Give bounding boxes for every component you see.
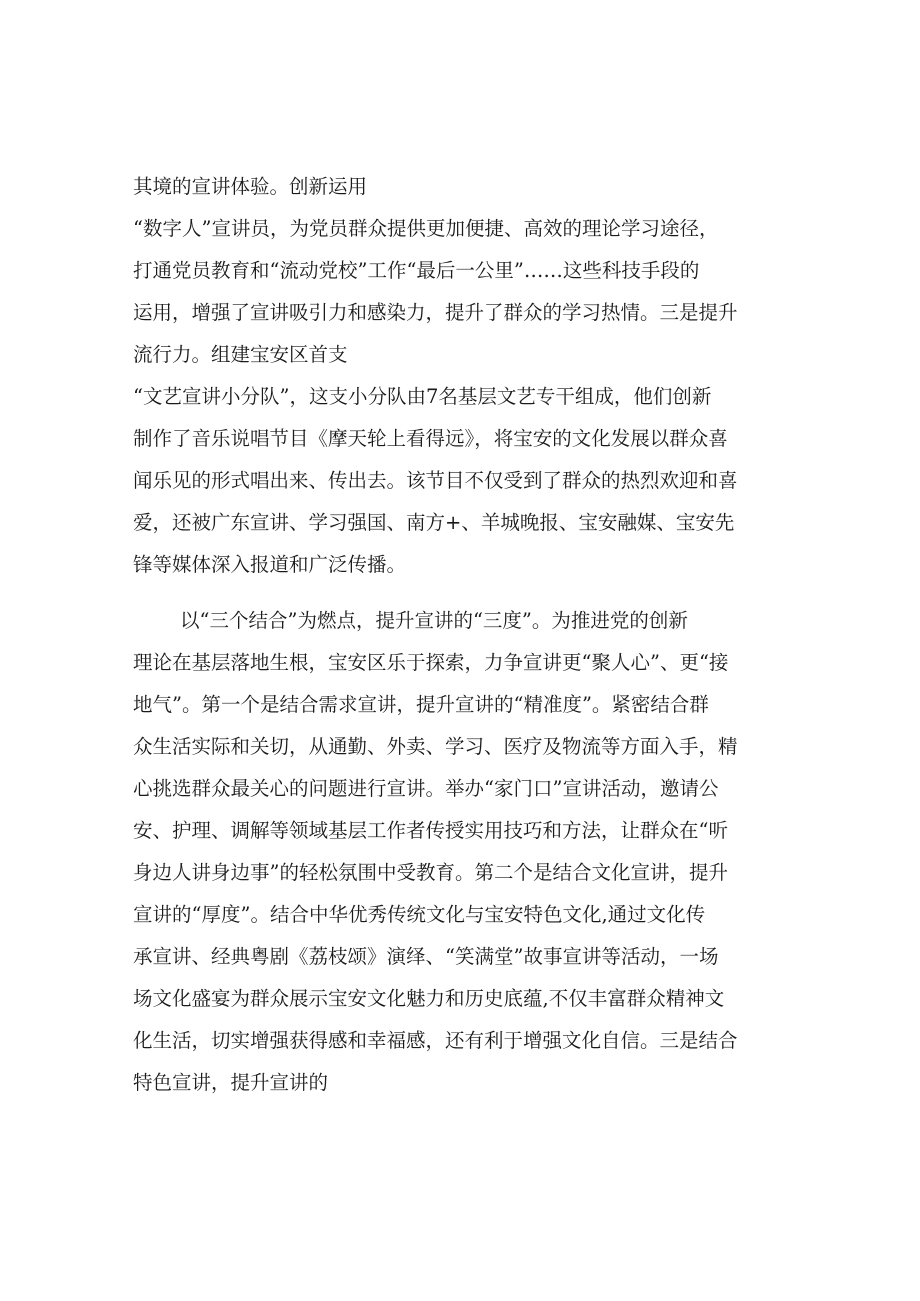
text-line: “文艺宣讲小分队”，这支小分队由7名基层文艺专干组成，他们创新 [133, 385, 712, 408]
text-line: 其境的宣讲体验。创新运用 [133, 175, 368, 198]
text-line: 锋等媒体深入报道和广泛传播。 [133, 553, 407, 576]
text-line: 制作了音乐说唱节目《摩天轮上看得远》，将宝安的文化发展以群众喜 [133, 427, 728, 450]
text-line: 身边人讲身边事”的轻松氛围中受教育。第二个是结合文化宣讲，提升 [133, 861, 728, 884]
text-line: 场文化盛宴为群众展示宝安文化魅力和历史底蕴,不仅丰富群众精神文 [133, 987, 725, 1010]
text-line: 流行力。组建宝安区首支 [133, 343, 348, 366]
text-line: 安、护理、调解等领域基层工作者传授实用技巧和方法，让群众在“听 [133, 819, 728, 842]
text-line: “数字人”宣讲员，为党员群众提供更加便捷、高效的理论学习途径， [133, 217, 719, 240]
text-line: 化生活，切实增强获得感和幸福感，还有利于增强文化自信。三是结合 [133, 1029, 738, 1052]
text-line: 特色宣讲，提升宣讲的 [133, 1071, 329, 1094]
text-line: 运用，增强了宣讲吸引力和感染力，提升了群众的学习热情。三是提升 [133, 301, 738, 324]
text-line: 爱，还被广东宣讲、学习强国、南方+、羊城晚报、宝安融媒、宝安先 [133, 511, 735, 534]
text-line: 心挑选群众最关心的问题进行宣讲。举办“家门口”宣讲活动，邀请公 [133, 777, 719, 800]
text-line: 承宣讲、经典粤剧《荔枝颂》演绎、“笑满堂”故事宣讲等活动，一场 [133, 945, 719, 968]
text-line: 闻乐见的形式唱出来、传出去。该节目不仅受到了群众的热烈欢迎和喜 [133, 469, 738, 492]
paragraph-start-line: 以“三个结合”为燃点，提升宣讲的“三度”。为推进党的创新 [180, 609, 688, 632]
text-line: 地气”。第一个是结合需求宣讲，提升宣讲的“精准度”。紧密结合群 [133, 693, 709, 716]
text-line: 理论在基层落地生根，宝安区乐于探索，力争宣讲更“聚人心”、更“接 [133, 651, 729, 674]
text-line: 众生活实际和关切，从通勤、外卖、学习、医疗及物流等方面入手，精 [133, 735, 738, 758]
text-line: 宣讲的“厚度”。结合中华优秀传统文化与宝安特色文化,通过文化传 [133, 903, 706, 926]
text-line: 打通党员教育和“流动党校”工作“最后一公里”……这些科技手段的 [133, 259, 700, 282]
